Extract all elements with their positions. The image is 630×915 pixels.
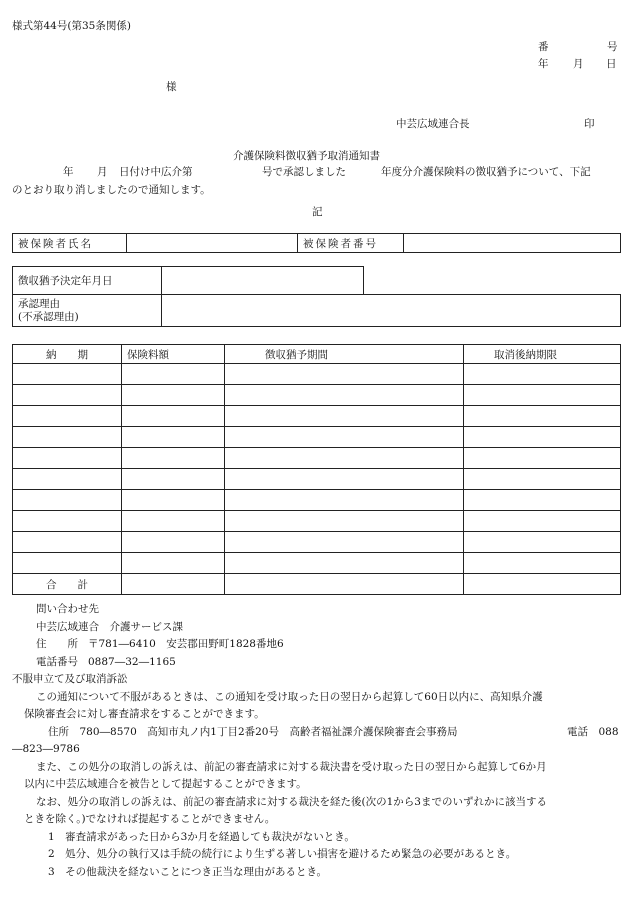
appeal-p2-line1 bbox=[12, 724, 622, 742]
total-label: 合 計 bbox=[13, 574, 122, 595]
insured-name-label: 被保険者氏名 bbox=[13, 234, 127, 253]
cell[interactable] bbox=[122, 511, 225, 532]
body-part1: 日付け中広介第 bbox=[119, 166, 193, 178]
col-header-due: 納 期 bbox=[13, 345, 122, 364]
insured-name-field[interactable] bbox=[127, 234, 298, 253]
cell[interactable] bbox=[464, 364, 621, 385]
cell[interactable] bbox=[13, 511, 122, 532]
cell[interactable] bbox=[122, 469, 225, 490]
cell[interactable] bbox=[225, 448, 464, 469]
decision-date-label: 徴収猶予決定年月日 bbox=[13, 267, 162, 295]
appeal-p4-line1: なお、処分の取消しの訴えは、前記の審査請求に対する裁決を経た後(次の1から3までのいずれかに該当する bbox=[36, 795, 547, 808]
period-table bbox=[12, 344, 621, 595]
table-row bbox=[13, 469, 621, 490]
cell[interactable] bbox=[464, 406, 621, 427]
appeal-item-2: 2 処分、処分の執行又は手続の続行により生ずる著しい損害を避けるため緊急の必要があるとき。 bbox=[48, 848, 517, 860]
reason-label bbox=[13, 295, 162, 327]
col-header-amount: 保険料額 bbox=[122, 345, 225, 364]
contact-phone-label: 電話番号 bbox=[36, 655, 78, 668]
document-title: 介護保険料徴収猶予取消通知書 bbox=[233, 150, 380, 162]
table-row bbox=[13, 406, 621, 427]
appeal-p3-line2: 以内に中芸広域連合を被告として提起することができます。 bbox=[24, 778, 307, 790]
appeal-p1-line1: この通知について不服があるときは、この通知を受け取った日の翌日から起算して60日以内に、高知県介護 bbox=[36, 690, 543, 703]
table-row bbox=[13, 448, 621, 469]
seal-mark: 印 bbox=[584, 118, 595, 130]
body-part2: 号で承認しました bbox=[262, 166, 346, 178]
cell[interactable] bbox=[13, 532, 122, 553]
cell[interactable] bbox=[464, 469, 621, 490]
contact-address: 〒781―6410 安芸郡田野町1828番地6 bbox=[88, 638, 284, 650]
reason-field[interactable] bbox=[162, 295, 621, 327]
appeal-heading: 不服申立て及び取消訴訟 bbox=[12, 673, 128, 685]
body-line2: のとおり取り消しましたので通知します。 bbox=[12, 184, 211, 196]
appeal-item-3: 3 その他裁決を経ないことにつき正当な理由があるとき。 bbox=[48, 865, 328, 878]
cell[interactable] bbox=[122, 385, 225, 406]
appeal-p2-line2: ―823―9786 bbox=[12, 743, 80, 755]
total-row bbox=[13, 574, 621, 595]
body-month: 月 bbox=[97, 166, 108, 178]
cell[interactable] bbox=[13, 406, 122, 427]
body-year: 年 bbox=[63, 166, 74, 178]
decision-table bbox=[12, 266, 621, 327]
reason-label-line1: 承認理由 bbox=[18, 297, 60, 310]
col-header-new-due: 取消後納期限 bbox=[464, 345, 621, 364]
appeal-p2-address: 住所 780―8570 高知市丸ノ内1丁目2番20号 高齢者福祉課介護保険審査会事務局 bbox=[48, 725, 458, 738]
notes-section bbox=[12, 601, 622, 881]
cell[interactable] bbox=[225, 427, 464, 448]
insured-number-field[interactable] bbox=[404, 234, 621, 253]
table-row bbox=[13, 490, 621, 511]
table-row bbox=[13, 553, 621, 574]
insured-number-label: 被保険者番号 bbox=[298, 234, 404, 253]
cell[interactable] bbox=[225, 532, 464, 553]
number-label-go: 号 bbox=[607, 41, 618, 53]
cell[interactable] bbox=[464, 532, 621, 553]
form-number: 様式第44号(第35条関係) bbox=[12, 20, 131, 32]
decision-date-field[interactable] bbox=[162, 267, 364, 295]
issuer-name: 中芸広域連合長 bbox=[396, 118, 470, 130]
cell[interactable] bbox=[122, 553, 225, 574]
cell[interactable] bbox=[225, 490, 464, 511]
cell[interactable] bbox=[225, 553, 464, 574]
decision-spacer bbox=[364, 267, 621, 295]
cell[interactable] bbox=[122, 364, 225, 385]
cell[interactable] bbox=[464, 427, 621, 448]
body-part3: 年度分介護保険料の徴収猶予について、下記 bbox=[381, 166, 591, 178]
cell[interactable] bbox=[225, 406, 464, 427]
cell[interactable] bbox=[122, 532, 225, 553]
ki-label: 記 bbox=[312, 206, 323, 218]
number-label-ban: 番 bbox=[538, 41, 549, 53]
contact-phone-line bbox=[12, 654, 622, 672]
cell[interactable] bbox=[13, 490, 122, 511]
contact-org: 中芸広域連合 介護サービス課 bbox=[36, 620, 183, 633]
date-day: 日 bbox=[606, 58, 617, 70]
cell[interactable] bbox=[225, 364, 464, 385]
table-row bbox=[13, 385, 621, 406]
cell[interactable] bbox=[464, 385, 621, 406]
total-period[interactable] bbox=[225, 574, 464, 595]
contact-address-label: 住 所 bbox=[36, 638, 78, 650]
contact-address-line bbox=[12, 636, 622, 654]
col-header-period: 徴収猶予期間 bbox=[225, 345, 464, 364]
table-row bbox=[13, 427, 621, 448]
cell[interactable] bbox=[122, 427, 225, 448]
cell[interactable] bbox=[122, 448, 225, 469]
appeal-p1-line2: 保険審査会に対し審査請求をすることができます。 bbox=[24, 708, 265, 720]
appeal-item-1: 1 審査請求があった日から3か月を経過しても裁決がないとき。 bbox=[48, 830, 355, 843]
reason-label-line2: (不承認理由) bbox=[18, 310, 79, 323]
cell[interactable] bbox=[13, 448, 122, 469]
cell[interactable] bbox=[13, 469, 122, 490]
total-amount[interactable] bbox=[122, 574, 225, 595]
cell[interactable] bbox=[122, 490, 225, 511]
cell[interactable] bbox=[13, 385, 122, 406]
appeal-p2-phone: 電話 088 bbox=[567, 725, 619, 738]
cell[interactable] bbox=[13, 427, 122, 448]
cell[interactable] bbox=[13, 364, 122, 385]
date-month: 月 bbox=[573, 58, 584, 70]
table-row bbox=[13, 532, 621, 553]
table-row bbox=[13, 364, 621, 385]
table-row bbox=[13, 511, 621, 532]
contact-heading: 問い合わせ先 bbox=[36, 603, 99, 615]
cell[interactable] bbox=[225, 469, 464, 490]
insured-table bbox=[12, 233, 621, 253]
cell[interactable] bbox=[464, 553, 621, 574]
cell[interactable] bbox=[225, 385, 464, 406]
appeal-p3-line1: また、この処分の取消しの訴えは、前記の審査請求に対する裁決書を受け取った日の翌日から起算して6か月 bbox=[36, 760, 547, 773]
cell[interactable] bbox=[464, 511, 621, 532]
cell[interactable] bbox=[13, 553, 122, 574]
cell[interactable] bbox=[225, 511, 464, 532]
total-new-due[interactable] bbox=[464, 574, 621, 595]
cell[interactable] bbox=[122, 406, 225, 427]
cell[interactable] bbox=[464, 448, 621, 469]
addressee-suffix: 様 bbox=[166, 81, 177, 93]
appeal-p4-line2: ときを除く。)でなければ提起することができません。 bbox=[24, 813, 276, 825]
cell[interactable] bbox=[464, 490, 621, 511]
date-year: 年 bbox=[538, 58, 549, 70]
contact-phone: 0887―32―1165 bbox=[88, 655, 176, 668]
